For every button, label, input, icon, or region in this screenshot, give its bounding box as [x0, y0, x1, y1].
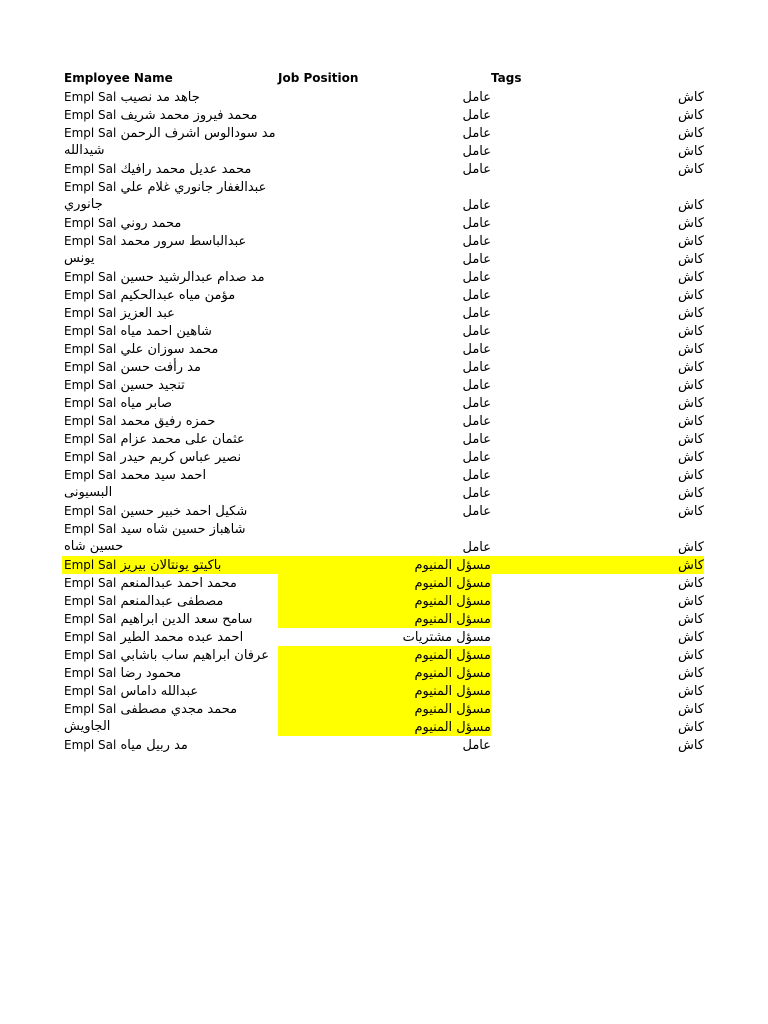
employee-name-cell: [64, 665, 278, 682]
employee-name-text: عرفان ابراهيم ساب باشابي: [120, 648, 269, 663]
job-position-cell: عامل: [462, 360, 491, 375]
employee-name-text: عبدالباسط سرور محمد: [120, 234, 247, 249]
empl-sal-prefix: Empl Sal: [64, 234, 117, 248]
employee-name-cell: [64, 287, 278, 304]
empl-sal-prefix: Empl Sal: [64, 126, 117, 140]
tag-cell: كاش: [677, 306, 704, 321]
tag-cell: كاش: [677, 378, 704, 393]
employee-name-cell: [64, 737, 278, 754]
job-position-cell: عامل: [462, 162, 491, 177]
employee-name-text: محمد عديل محمد رافيك: [120, 162, 252, 177]
table-row: [0, 340, 768, 358]
employee-name-cell: [64, 557, 278, 574]
job-position-cell: مسؤل المنيوم: [414, 666, 491, 681]
empl-sal-prefix: Empl Sal: [64, 432, 117, 446]
employee-name-text: مد ربيل مياه: [120, 738, 188, 753]
table-row: [0, 286, 768, 304]
employee-name-text: نصير عباس كريم حيدر: [120, 450, 242, 465]
empl-sal-prefix: Empl Sal: [64, 216, 117, 230]
employee-name-text: محمد احمد عبدالمنعم: [120, 576, 237, 591]
tag-cell: كاش: [677, 630, 704, 645]
employee-name-cell: [64, 269, 278, 286]
empl-sal-prefix: Empl Sal: [64, 612, 117, 626]
tag-cell: كاش: [677, 486, 704, 501]
empl-sal-prefix: Empl Sal: [64, 630, 117, 644]
employee-name-wrap: حسين شاه: [64, 539, 124, 554]
employee-name-text: الجاويش: [64, 719, 111, 734]
empl-sal-prefix: Empl Sal: [64, 180, 117, 194]
job-position-cell: عامل: [462, 450, 491, 465]
tag-cell: كاش: [677, 450, 704, 465]
tag-cell: كاش: [677, 738, 704, 753]
job-position-cell: مسؤل المنيوم: [414, 648, 491, 663]
tag-cell: كاش: [677, 468, 704, 483]
tag-cell: كاش: [677, 702, 704, 717]
table-row: [0, 214, 768, 232]
tag-cell: كاش: [677, 324, 704, 339]
employee-name-cell: [64, 611, 278, 628]
job-position-cell: عامل: [462, 144, 491, 159]
table-row: [0, 178, 768, 214]
employee-name-cell: [64, 251, 278, 267]
table-row: [0, 124, 768, 142]
job-position-cell: عامل: [462, 324, 491, 339]
table-row: [0, 88, 768, 106]
tag-cell: كاش: [677, 252, 704, 267]
employee-name-cell: [64, 359, 278, 376]
table-row: [0, 322, 768, 340]
employee-name-text: يونس: [64, 251, 95, 266]
empl-sal-prefix: Empl Sal: [64, 702, 117, 716]
employee-name-text: محمد مجدي مصطفى: [120, 702, 238, 717]
tag-cell: كاش: [677, 288, 704, 303]
employee-name-text: مؤمن مياه عبدالحكيم: [120, 288, 236, 303]
employee-name-cell: [64, 467, 278, 484]
job-position-cell: عامل: [462, 540, 491, 555]
employee-name-text: احمد سيد محمد: [120, 468, 207, 483]
empl-sal-prefix: Empl Sal: [64, 558, 117, 572]
empl-sal-prefix: Empl Sal: [64, 378, 117, 392]
tag-cell: كاش: [677, 648, 704, 663]
job-position-cell: عامل: [462, 432, 491, 447]
employee-name-cell: [64, 629, 278, 646]
tag-cell: كاش: [677, 216, 704, 231]
tag-cell: كاش: [677, 558, 704, 573]
employee-name-cell: [64, 449, 278, 466]
table-row: [0, 430, 768, 448]
table-row: [0, 664, 768, 682]
tag-cell: كاش: [677, 612, 704, 627]
job-position-cell: عامل: [462, 378, 491, 393]
employee-name-cell: [64, 647, 278, 664]
header-job-position: Job Position: [278, 71, 359, 85]
employee-name-wrap: جانوري: [64, 197, 103, 212]
employee-name-text: مد صدام عبدالرشيد حسين: [120, 270, 265, 285]
employee-name-text: احمد عبده محمد الطير: [120, 630, 244, 645]
employee-name-text: مد رأفت حسن: [120, 360, 201, 375]
employee-name-text: عبدالله داماس: [120, 684, 199, 699]
table-row: [0, 448, 768, 466]
empl-sal-prefix: Empl Sal: [64, 360, 117, 374]
employee-name-text: صابر مياه: [120, 396, 173, 411]
job-position-cell: عامل: [462, 216, 491, 231]
tag-cell: كاش: [677, 504, 704, 519]
empl-sal-prefix: Empl Sal: [64, 648, 117, 662]
employee-name-cell: [64, 413, 278, 430]
employee-name-cell: [64, 143, 278, 159]
table-row: [0, 718, 768, 736]
table-row: [0, 376, 768, 394]
tag-cell: كاش: [677, 594, 704, 609]
employee-name-cell: [64, 719, 278, 735]
empl-sal-prefix: Empl Sal: [64, 594, 117, 608]
table-row: [0, 106, 768, 124]
employee-name-cell: [64, 431, 278, 448]
table-row: [0, 592, 768, 610]
employee-name-cell: [64, 395, 278, 412]
employee-name-cell: [64, 521, 278, 538]
tag-cell: كاش: [677, 90, 704, 105]
job-position-cell: مسؤل المنيوم: [414, 612, 491, 627]
job-position-cell: مسؤل المنيوم: [414, 720, 491, 735]
table-row: [0, 412, 768, 430]
employee-name-text: سامح سعد الدين ابراهيم: [120, 612, 253, 627]
empl-sal-prefix: Empl Sal: [64, 450, 117, 464]
job-position-cell: عامل: [462, 234, 491, 249]
table-row: [0, 394, 768, 412]
job-position-cell: عامل: [462, 738, 491, 753]
tag-cell: كاش: [677, 144, 704, 159]
empl-sal-prefix: Empl Sal: [64, 522, 117, 536]
job-position-cell: عامل: [462, 414, 491, 429]
employee-name-cell: [64, 179, 278, 196]
employee-name-cell: [64, 89, 278, 106]
employee-name-cell: [64, 593, 278, 610]
table-row: [0, 250, 768, 268]
employee-name-text: جاهد مد نصيب: [120, 90, 200, 105]
employee-name-cell: [64, 503, 278, 520]
job-position-cell: عامل: [462, 468, 491, 483]
employee-name-text: شاهباز حسين شاه سيد: [120, 522, 246, 537]
employee-name-text: البسيونى: [64, 485, 113, 500]
job-position-cell: مسؤل المنيوم: [414, 576, 491, 591]
tag-cell: كاش: [677, 540, 704, 555]
employee-name-cell: [64, 701, 278, 718]
table-row: [0, 682, 768, 700]
job-position-cell: عامل: [462, 504, 491, 519]
table-row: [0, 358, 768, 376]
employee-name-cell: [64, 485, 278, 501]
job-position-cell: عامل: [462, 396, 491, 411]
job-position-cell: مسؤل المنيوم: [414, 684, 491, 699]
empl-sal-prefix: Empl Sal: [64, 108, 117, 122]
employee-name-cell: [64, 683, 278, 700]
empl-sal-prefix: Empl Sal: [64, 324, 117, 338]
tag-cell: كاش: [677, 162, 704, 177]
employee-name-text: عبدالغفار جانوري غلام علي: [120, 180, 267, 195]
empl-sal-prefix: Empl Sal: [64, 738, 117, 752]
tag-cell: كاش: [677, 234, 704, 249]
employee-name-cell: [64, 575, 278, 592]
table-row: [0, 556, 768, 574]
empl-sal-prefix: Empl Sal: [64, 468, 117, 482]
empl-sal-prefix: Empl Sal: [64, 684, 117, 698]
job-position-cell: عامل: [462, 252, 491, 267]
tag-cell: كاش: [677, 342, 704, 357]
employee-name-cell: [64, 215, 278, 232]
empl-sal-prefix: Empl Sal: [64, 504, 117, 518]
employee-name-cell: [64, 161, 278, 178]
empl-sal-prefix: Empl Sal: [64, 576, 117, 590]
employee-name-text: محمد فيروز محمد شريف: [120, 108, 258, 123]
employee-name-text: عثمان على محمد عزام: [120, 432, 245, 447]
employee-name-text: شاهين احمد مياه: [120, 324, 212, 339]
empl-sal-prefix: Empl Sal: [64, 342, 117, 356]
employee-name-cell: [64, 377, 278, 394]
tag-cell: كاش: [677, 396, 704, 411]
employee-name-text: محمود رضا: [120, 666, 182, 681]
employee-name-text: باكيتو يونتالان بيريز: [120, 558, 222, 573]
empl-sal-prefix: Empl Sal: [64, 270, 117, 284]
job-position-cell: مسؤل المنيوم: [414, 702, 491, 717]
table-row: [0, 160, 768, 178]
table-row: [0, 268, 768, 286]
employee-name-cell: [64, 341, 278, 358]
employee-name-cell: [64, 233, 278, 250]
employee-name-cell: [64, 125, 278, 142]
job-position-cell: مسؤل مشتريات: [402, 630, 491, 645]
job-position-cell: عامل: [462, 198, 491, 213]
table-row: [0, 304, 768, 322]
tag-cell: كاش: [677, 270, 704, 285]
table-row: [0, 466, 768, 484]
job-position-cell: عامل: [462, 288, 491, 303]
empl-sal-prefix: Empl Sal: [64, 90, 117, 104]
employee-name-cell: [64, 107, 278, 124]
tag-cell: كاش: [677, 432, 704, 447]
job-position-cell: عامل: [462, 270, 491, 285]
employee-name-cell: [64, 305, 278, 322]
table-row: [0, 232, 768, 250]
employee-name-text: محمد سوزان علي: [120, 342, 219, 357]
tag-cell: كاش: [677, 414, 704, 429]
tag-cell: كاش: [677, 684, 704, 699]
table-row: [0, 646, 768, 664]
job-position-cell: مسؤل المنيوم: [414, 594, 491, 609]
empl-sal-prefix: Empl Sal: [64, 288, 117, 302]
tag-cell: كاش: [677, 108, 704, 123]
employee-name-text: مد سودالوس اشرف الرحمن: [120, 126, 276, 141]
employee-name-text: مصطفى عبدالمنعم: [120, 594, 224, 609]
employee-name-text: عبد العزيز: [120, 306, 175, 321]
table-row: [0, 502, 768, 520]
table-row: [0, 520, 768, 556]
empl-sal-prefix: Empl Sal: [64, 162, 117, 176]
tag-cell: كاش: [677, 576, 704, 591]
employee-name-text: شيدالله: [64, 143, 105, 158]
employee-name-text: تنجيد حسين: [120, 378, 185, 393]
employee-name-text: حمزه رفيق محمد: [120, 414, 216, 429]
job-position-cell: عامل: [462, 486, 491, 501]
header-employee-name: Employee Name: [64, 71, 173, 85]
tag-cell: كاش: [677, 360, 704, 375]
employee-name-cell: [64, 323, 278, 340]
job-position-cell: عامل: [462, 126, 491, 141]
job-position-cell: عامل: [462, 342, 491, 357]
empl-sal-prefix: Empl Sal: [64, 306, 117, 320]
tag-cell: كاش: [677, 198, 704, 213]
header-tags: Tags: [491, 71, 522, 85]
job-position-cell: عامل: [462, 90, 491, 105]
employee-name-text: محمد روني: [120, 216, 182, 231]
table-row: [0, 628, 768, 646]
table-row: [0, 610, 768, 628]
table-row: [0, 142, 768, 160]
tag-cell: كاش: [677, 666, 704, 681]
empl-sal-prefix: Empl Sal: [64, 396, 117, 410]
table-row: [0, 736, 768, 754]
table-row: [0, 484, 768, 502]
job-position-cell: عامل: [462, 108, 491, 123]
empl-sal-prefix: Empl Sal: [64, 666, 117, 680]
table-row: [0, 574, 768, 592]
table-row: [0, 700, 768, 718]
employee-name-text: شكيل احمد خبير حسين: [120, 504, 248, 519]
empl-sal-prefix: Empl Sal: [64, 414, 117, 428]
job-position-cell: مسؤل المنيوم: [414, 558, 491, 573]
job-position-cell: عامل: [462, 306, 491, 321]
tag-cell: كاش: [677, 126, 704, 141]
tag-cell: كاش: [677, 720, 704, 735]
